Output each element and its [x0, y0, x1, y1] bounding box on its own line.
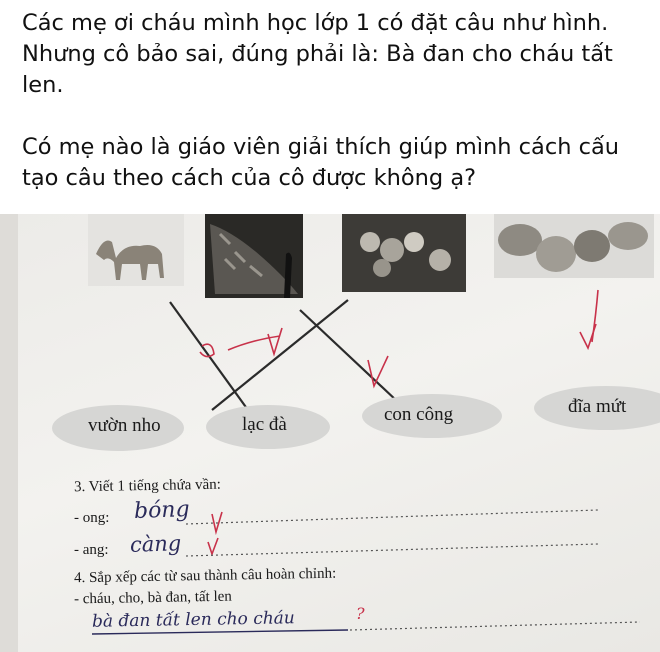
fig-plate-picture [494, 214, 654, 278]
post-paragraph-1: Các mẹ ơi cháu mình học lớp 1 có đặt câu như hình. Nhưng cô bảo sai, đúng phải là: Bà đan cho cháu tất len. [22, 10, 613, 98]
peacock-picture [205, 214, 303, 298]
dots-ong [186, 510, 598, 524]
word-lac-da: lạc đà [242, 414, 287, 435]
line-grapes-to-grape-word [212, 300, 348, 410]
page-edge [0, 214, 18, 652]
red-mark-ang [208, 538, 218, 554]
word-con-cong: con công [384, 404, 454, 425]
camel-picture [88, 214, 184, 286]
worksheet-photo[interactable] [0, 214, 660, 652]
q3-ong-answer: bóng [133, 497, 191, 524]
dots-q4 [350, 622, 640, 630]
q3-ang-label: - ang: [74, 542, 109, 558]
red-mark-4 [368, 356, 388, 386]
question-3-title: 3. Viết 1 tiếng chứa vần: [73, 476, 222, 496]
q4-word-list: - cháu, cho, bà đan, tất len [73, 588, 232, 608]
question-4-title: 4. Sắp xếp các từ sau thành câu hoàn chỉnh: [73, 565, 337, 587]
post-text [22, 8, 642, 194]
q3-ong-label: - ong: [74, 510, 110, 526]
q4-teacher-question-mark: ? [356, 604, 365, 623]
line-peacock-to-peacock-word [300, 310, 398, 402]
word-dia-mut: đĩa mứt [568, 396, 627, 417]
word-vuon-nho: vườn nho [88, 415, 161, 436]
q3-ang-answer: càng [129, 531, 182, 557]
post-paragraph-2: Có mẹ nào là giáo viên giải thích giúp mình cách cấu tạo câu theo cách của cô được không ạ? [22, 134, 620, 191]
grapes-picture [342, 214, 466, 292]
q4-answer: bà đan tất len cho cháu [91, 608, 295, 632]
red-mark-ong [212, 512, 222, 532]
red-mark-3 [268, 328, 282, 354]
dots-ang [186, 544, 598, 556]
